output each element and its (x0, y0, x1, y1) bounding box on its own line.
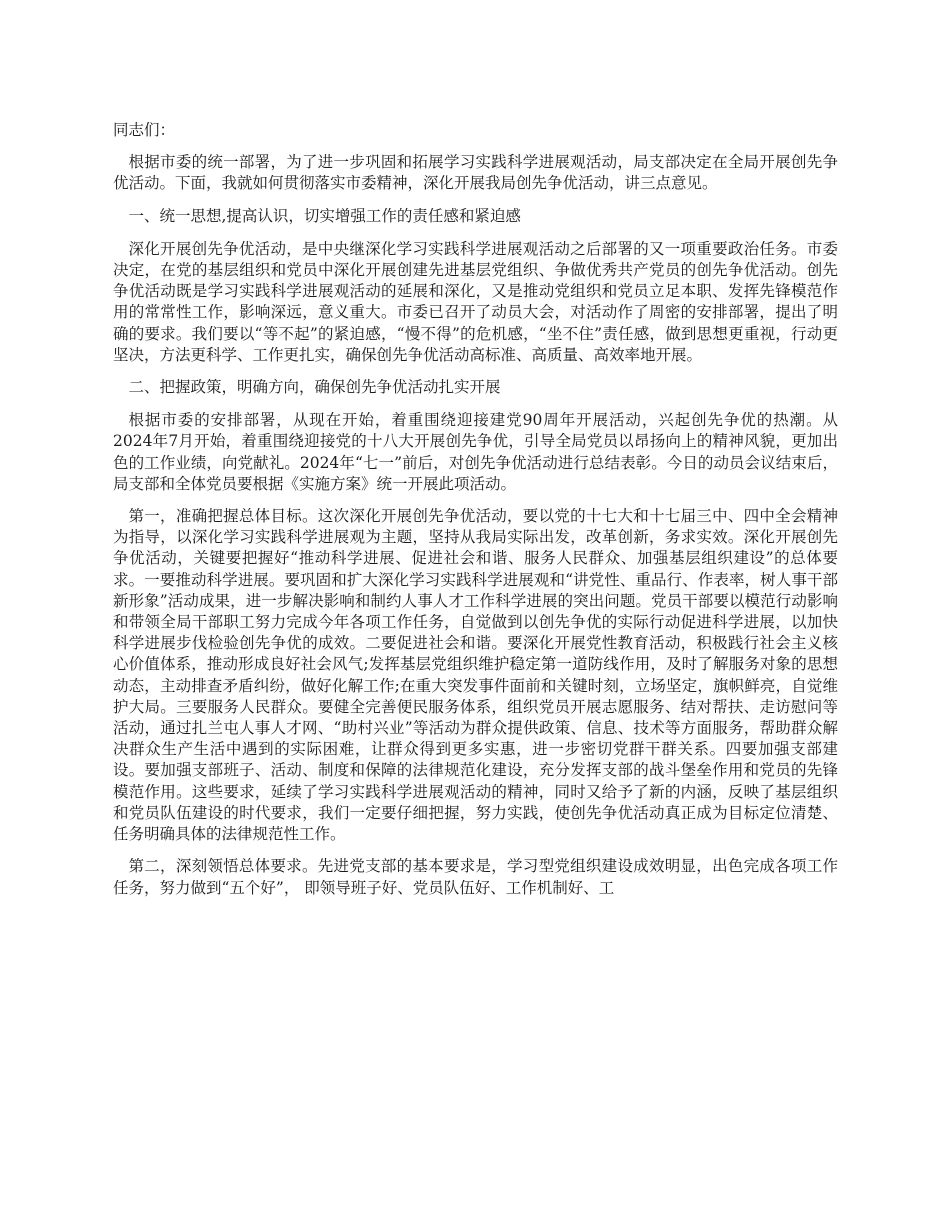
section-1-paragraph: 深化开展创先争优活动，是中央继深化学习实践科学进展观活动之后部署的又一项重要政治任务。市委决定，在党的基层组织和党员中深化开展创建先进基层党组织、争做优秀共产党员的创先争优活动。创先争优活动既是学习实践科学进展观活动的延展和深化，又是推动党组织和党员立足本职、发挥先锋模范作用的常常性工作，影响深远，意义重大。市委已召开了动员大会，对活动作了周密的安排部署，提出了明确的要求。我们要以“等不起”的紧迫感，“慢不得”的危机感，“坐不住”责任感，做到思想更重视，行动更坚决，方法更科学、工作更扎实，确保创先争优活动高标准、高质量、高效率地开展。 (113, 239, 838, 364)
section-heading-1: 一、统一思想,提高认识，切实增强工作的责任感和紧迫感 (128, 206, 521, 225)
salutation: 同志们： (113, 121, 176, 139)
point-1-paragraph: 第一，准确把握总体目标。这次深化开展创先争优活动，要以党的十七大和十七届三中、四中全会精神为指导，以深化学习实践科学进展观为主题，坚持从我局实际出发，改革创新，务求实效。深化开展创先争优活动，关键要把握好“推动科学进展、促进社会和谐、服务人民群众、加强基层组织建设”的总体要求。一要推动科学进展。要巩固和扩大深化学习实践科学进展观和“讲党性、重品行、作表率，树人事干部新形象”活动成果，进一步解决影响和制约人事人才工作科学进展的突出问题。党员干部要以模范行动影响和带领全局干部职工努力完成今年各项工作任务，自觉做到以创先争优的实际行动促进科学进展，以加快科学进展步伐检验创先争优的成效。二要促进社会和谐。要深化开展党性教育活动，积极践行社会主义核心价值体系，推动形成良好社会风气;发挥基层党组织维护稳定第一道防线作用，及时了解服务对象的思想动态，主动排查矛盾纠纷，做好化解工作;在重大突发事件面前和关键时刻，立场坚定，旗帜鲜亮，自觉维护大局。三要服务人民群众。要健全完善便民服务体系，组织党员开展志愿服务、结对帮扶、走访慰问等活动，通过扎兰屯人事人才网、“助村兴业”等活动为群众提供政策、信息、技术等方面服务，帮助群众解决群众生产生活中遇到的实际困难，让群众得到更多实惠，进一步密切党群干群关系。四要加强支部建设。要加强支部班子、活动、制度和保障的法律规范化建设，充分发挥支部的战斗堡垒作用和党员的先锋模范作用。这些要求，延续了学习实践科学进展观活动的精神，同时又给予了新的内涵，反映了基层组织和党员队伍建设的时代要求，我们一定要仔细把握，努力实践，使创先争优活动真正成为目标定位清楚、任务明确具体的法律规范性工作。 (113, 507, 838, 844)
section-heading-2: 二、把握政策，明确方向，确保创先争优活动扎实开展 (128, 378, 501, 397)
section-2-paragraph: 根据市委的安排部署，从现在开始，着重围绕迎接建党90周年开展活动，兴起创先争优的热潮。从2024年7月开始，着重围绕迎接党的十八大开展创先争优，引导全局党员以昂扬向上的精神风貌，更加出色的工作业绩，向党献礼。2024年“七一”前后，对创先争优活动进行总结表彰。今日的动员会议结束后，局支部和全体党员要根据《实施方案》统一开展此项活动。 (113, 411, 838, 493)
intro-paragraph: 根据市委的统一部署，为了进一步巩固和拓展学习实践科学进展观活动，局支部决定在全局开展创先争优活动。下面，我就如何贯彻落实市委精神，深化开展我局创先争优活动，讲三点意见。 (113, 153, 838, 193)
point-2-paragraph: 第二，深刻领悟总体要求。先进党支部的基本要求是，学习型党组织建设成效明显，出色完成各项工作任务，努力做到“五个好”， 即领导班子好、党员队伍好、工作机制好、工 (113, 857, 838, 897)
document-body (113, 120, 838, 910)
